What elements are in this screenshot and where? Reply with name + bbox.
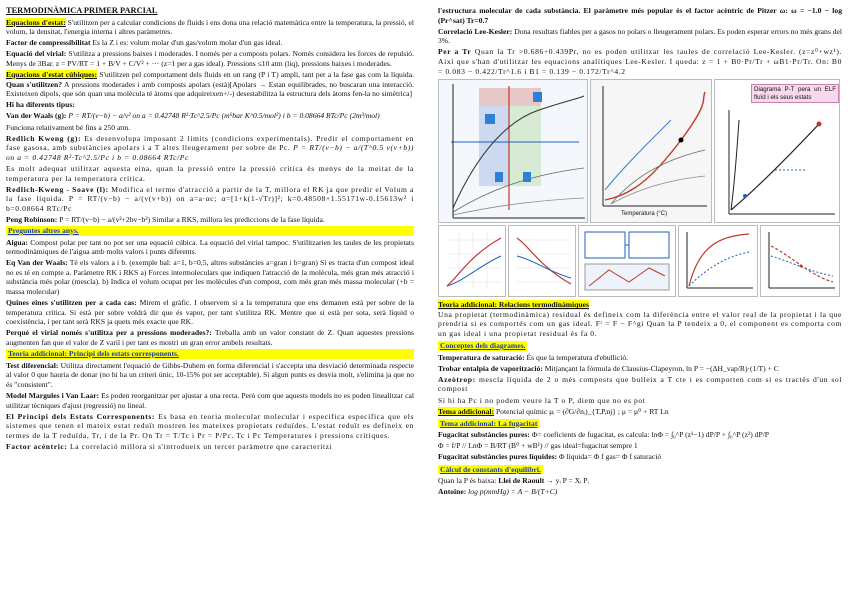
equilibrium-heading: Càlcul de constants d'equilibri. xyxy=(440,464,541,474)
rk-equation: P = RT/(v−b) − a/(T^0.5 v(v+b)) on a = 0.42748 R²·Tc^2.5/Pc i b = 0.08664 RTc/Pc xyxy=(6,143,415,162)
f1-label: Fugacitat substàncies pures: xyxy=(438,430,530,440)
fa-text: La correlació millora si s'introdueix un tercer paràmetre que caracteritzi xyxy=(67,441,333,451)
srk-label: Redlich-Kweng - Soave (l): xyxy=(6,184,109,194)
z-text: Es la Z i es: volum molar d'un gas/volum molar d'un gas ideal. xyxy=(90,38,283,48)
cubic-text: S'utilitzen pel comportament dels fluids en un rang (P i T) ampli, tant per a la fase gas com la líquida. xyxy=(96,70,414,80)
mu-paragraph xyxy=(438,407,842,417)
ts-text: És que la temperatura d'ebullició. xyxy=(524,352,629,362)
virial-paragraph xyxy=(6,49,414,68)
antoine-label: Antoine: xyxy=(438,487,467,497)
pec-label: El Principi dels Estats Corresponents: xyxy=(6,411,156,421)
small-chart-2 xyxy=(508,225,576,297)
virial-label: Equació del virial: xyxy=(6,49,67,59)
az-label: Azeòtrop: xyxy=(438,374,476,384)
vdw-note: Funciona relativament bé fins a 250 atm. xyxy=(6,122,131,132)
right-column xyxy=(438,6,842,498)
raoult-pre: Quan la P és baixa: xyxy=(438,476,499,486)
q2-label: Eq Van der Waals: xyxy=(6,258,68,268)
dashed-curve-figure-svg xyxy=(761,226,839,296)
tr-label: Per a Tr xyxy=(438,47,472,57)
cs-heading: Teoria addicional: Principi dels estats corresponents. xyxy=(6,349,414,359)
small-chart-2-svg xyxy=(509,226,575,296)
rk-text: Es desenvolupa imposant 2 límits (condicions experimentals). Predir el comportament en fase gasosa, amb substàncies apolars i a T altes lleugerament per sobre de Pc. xyxy=(6,133,414,153)
td-paragraph xyxy=(6,361,414,390)
pec-paragraph xyxy=(6,412,414,441)
pt-diagram-annotated-figure xyxy=(714,79,840,223)
z-paragraph xyxy=(6,38,414,48)
fa-label: Factor acèntric: xyxy=(6,441,68,451)
cubic-text-2: A pressions moderades i amb composts apolars (està)[Apolars → Estan equilibrades, no buscaran una interacció. Existeixen dipols, que són quan una molècula té àtoms que adquireixen+/-) desestabilitza la estructura dels àtoms fen-la no simètrica] xyxy=(6,79,414,99)
f2-paragraph: Φ = f/P // LnΦ = B/RT (B⁰ + wB¹) // gas ideal=fugacitat sempre 1 xyxy=(438,441,638,451)
curve-figure-svg xyxy=(679,226,757,296)
diagram-annotation: Diagrama P-T pera un ELF fluïd i els seus estats xyxy=(751,84,839,103)
pr-text: P = RT/(v−b) − a/(v²+2bv−b²) Similar a RKS, millora les prediccions de la fase líquida. xyxy=(57,214,325,224)
pec-text: Es basa en teoria molecular molecular i especifica específica que els sistemes que tenen el mateix estat reduït mostren les mateixes propietats reduïdes. L'estat reduït es defineix en termes de la T reduïda, Tr, i de la Pr. On Tr = T/Tc i Pr = P/Pc. Tc i Pc Temperatures i pressions crítiques. xyxy=(6,411,415,440)
az-paragraph xyxy=(438,375,842,394)
lk-paragraph xyxy=(438,27,842,46)
eos-heading: Equacions d'estat: xyxy=(6,17,66,27)
virial-text: S'utilitza a pressions baixes i moderades. I només per a composts polars. Només considera les forces de repulsió. Menys de 3Bar. z = PV/RT = 1 + B/V + C/V² + ··· (z=1 per a gas ideal). Pressions ≤10 atm (liq), pressions baixes i moderades. xyxy=(6,49,414,68)
cubic-paragraph xyxy=(6,70,414,99)
q4-text: Treballa amb un valor constant de Z. Quan aquestes pressions augmenten fan que el valor de Z variï i per tant es mostri un gran error ambels resultats. xyxy=(6,328,414,347)
f3-label: Fugacitat substàncies pures líquides: xyxy=(438,452,558,462)
label-marker xyxy=(533,92,542,102)
axis-label-temperature: Temperatura (°C) xyxy=(621,211,668,218)
diagrams-heading: Conceptes dels diagrames. xyxy=(440,341,526,351)
residual-heading: Teoria addicional: Relacions termodinàmiques xyxy=(438,300,589,310)
exam-heading: Preguntes altres anys. xyxy=(6,226,414,236)
cubic-heading: Equacions d'estat cúbiques: xyxy=(6,70,97,80)
figure-collage xyxy=(438,79,842,297)
flow-diagram xyxy=(578,225,676,297)
az-text: mescla líquida de 2 o més composts que bulleix a T cte i es comporten com si es tractés d'un sol compost xyxy=(438,374,842,394)
flow-diagram-svg xyxy=(579,226,675,296)
q1-text: Compost polar per tant no pot ser una equació cúbica. La equació del virial tampoc. S'utilitzarien les taules de les propietats termodinàmiques de l'aigua amb molts valors i punts diferents. xyxy=(6,237,414,257)
f1-text: Φ= coeficients de fugacitat, es calcula: lnΦ = ∫₀^P (z¹−1) dP/P + ∫₀^P (z²) dP/P xyxy=(529,430,770,440)
dashed-curve-figure xyxy=(760,225,840,297)
ts-label: Temperatura de saturació: xyxy=(438,352,525,362)
q3-paragraph xyxy=(6,298,414,327)
q2-text: Té els valors a i b. (exemple bal: a=1, b=0,5, altres substàncies a=gran i b=gran) Si es tracta d'un compost ideal no es té en compte a. Paràmetre RK i RKS a) Forces intermoleculars que indiquen l'atracció de la molècula, més gran més atracció i substància més polar (mescla). b) Indica el volum ocupat per les molècules d'un compost, com més gran més massa molecular (+b = massa molecular) xyxy=(6,258,414,297)
q3-label: Quines eines s'utilitzen per a cada cas: xyxy=(6,298,137,308)
lk-label: Correlació Lee-Kesler: xyxy=(438,26,513,36)
f3-paragraph xyxy=(438,452,842,462)
region-box xyxy=(479,88,541,106)
srk-text: Modifica el terme d'atracció a partir de la T, millora el RK ja que predir el Volum a la fase líquida. P = RT/(v−b) − a/(v(v+b)) on a=a·αc; α=[1+k(1-√Tr)]²; k=0.48508+1.55171w-0.15613w² i b=0.08664 RTc/Pc xyxy=(6,184,414,213)
vdw-label: Van der Waals (g): xyxy=(6,111,67,121)
ts-paragraph xyxy=(438,353,842,363)
pv-diagram-figure xyxy=(438,79,588,223)
small-chart-1-svg xyxy=(439,226,505,296)
mv-label: Model Margules i Van Laar: xyxy=(6,390,100,400)
lk-text: Dona resultats fiables per a gasos no polars o lleugerament polars. Es poden esperar errors no més grans del 3%. xyxy=(438,26,842,46)
srk-paragraph xyxy=(6,185,414,214)
curve-figure xyxy=(678,225,758,297)
acentric-cont-text: l'estructura molecular de cada substància. El paràmetre més popular és el factor acèntric de Pitzer ω: ω = −1.0 − log (Pr^sat) Tr=0.7 xyxy=(438,6,842,25)
raoult-label: Llei de Raoult xyxy=(498,476,545,486)
acentric-continued xyxy=(438,6,842,25)
cubic-question: Quan s'utilitzen? xyxy=(6,79,62,89)
hv-label: Trobar entalpia de vaporització: xyxy=(438,363,543,373)
f1-paragraph xyxy=(438,430,842,440)
label-marker xyxy=(485,114,495,124)
left-column xyxy=(6,6,414,453)
q3-text: Mirem el gràfic. I observem si a la temperatura que ens demanen està per sobre de la temperatura crítica. Si està per sobre voldrà dir que és vapor, per tant s'utilitza RK. Mentre que si està per sota, serà líquid o coexistència, i per tant serà RKS ja quets més exacte que RK. xyxy=(6,298,414,327)
fa-paragraph xyxy=(6,442,414,452)
f3-text: Φ líquida= Φ f gas= Φ f saturació xyxy=(557,452,662,462)
tr-text: Quan la Tr >0.686+0.439Pr, no es poden utilitzar les taules de correlació Lee-Kesler. (z=z⁰+wz¹). Així que s'han d'utilitzar les equacions analítiques Lee-Kesler. I queda: z = 1 + B0·Pr/Tr + ωB1·Pr/Tr. On: B0 = 0.083 − 0.422/Tr^1.6 i B1 = 0.139 − 0.172/Tr^4.2 xyxy=(438,47,843,76)
antoine-text: log p(mmHg) = A − B/(T+C) xyxy=(466,487,558,497)
mu-label: Tema addicional: xyxy=(438,406,495,416)
q4-paragraph xyxy=(6,328,414,347)
td-text: Utilitza directament l'equació de Gibbs-Duhem en forma diferencial i s'accepta una desviació determinada respecte al valor 0 que hauria de donar (no hi ha un criteri únic, 10-15% pot ser acceptable). Si algun punts es desvia molt, s'elimina ja que no és "consistent". xyxy=(6,360,414,389)
rk-note: Es molt adequat utilitzar aquesta eina, quan la pressió entre la pressió crítica és menys de la meitat de la temperatura per la temperatura crítica. xyxy=(6,163,414,183)
pt-diagram xyxy=(591,80,711,222)
document-title: TERMODINÀMICA PRIMER PARCIAL xyxy=(6,6,158,15)
pc-paragraph: Si hi ha Pc i no podem veure la T o P, diem que no es pot xyxy=(438,395,646,405)
residual-text: Una propietat (termodinàmica) residual és defineix com la diferència entre el valor real de la propietat i la que prendria si es comportés com un gas ideal. Fʳ = F − F^gi Quan la P tendeix a 0, el component es comporta com un gas ideal i una propietat residual és fa 0. xyxy=(438,309,842,338)
rk-label: Redlich Kweng (g): xyxy=(6,133,82,143)
rk-paragraph xyxy=(6,134,414,163)
label-marker xyxy=(495,172,503,182)
mv-text: Es poden reorganitzar per ajustar a una recta. Però com que aquests models no es poden linealitzar cal utilitzar tècniques d'ajust (regressió) no lineal. xyxy=(6,390,415,410)
mu-text: Potencial químic μᵢ = (∂G/∂nᵢ)_{T,P,nj} ; μ = μ⁰ + RT Ln xyxy=(494,406,669,416)
pv-diagram xyxy=(439,80,587,222)
hv-paragraph xyxy=(438,364,842,374)
vdw-equation: P = RT/(v−b) − a/v² on a = 0.42748 R²·Tc^2.5/Pc (m⁶bar K^0.5/mol²) i b = 0.08664 RTc/Pc (2m³/mol) xyxy=(66,111,380,121)
tr-paragraph xyxy=(438,47,842,76)
pr-label: Peng Robinson: xyxy=(6,214,58,224)
antoine-paragraph xyxy=(438,487,842,497)
label-marker xyxy=(523,172,531,182)
q2-paragraph xyxy=(6,258,414,296)
raoult-text: → yᵢ P = Xᵢ Pᵢ xyxy=(544,476,589,486)
td-label: Test diferencial: xyxy=(6,360,59,370)
vdw-paragraph xyxy=(6,111,414,121)
mv-paragraph xyxy=(6,391,414,410)
hv-text: Mitjançant la fórmula de Clausius-Clapeyron, ln P = −(ΔH_vap/R)·(1/T) + C xyxy=(542,363,779,373)
q4-label: Perquè el virial només s'utilitza per a pressions moderades?: xyxy=(6,328,212,338)
z-label: Factor de compressibilitat xyxy=(6,38,91,48)
types-heading: Hi ha diferents tipus: xyxy=(6,100,75,110)
raoult-paragraph xyxy=(438,476,842,486)
eos-text: S'utilitzen per a calcular condicions de fluids i ens dona una relació matemàtica entre la temperatura, la pressió, el volum, la densitat, l'energia interna i altres paràmetres. xyxy=(6,17,414,37)
pr-paragraph xyxy=(6,215,414,225)
fugacity-heading: Tema addicional: La fugacitat xyxy=(440,418,538,428)
q1-label: Aigua: xyxy=(6,237,28,247)
q1-paragraph xyxy=(6,238,414,257)
eos-paragraph xyxy=(6,18,414,37)
small-chart-1 xyxy=(438,225,506,297)
pt-diagram-figure xyxy=(590,79,712,223)
